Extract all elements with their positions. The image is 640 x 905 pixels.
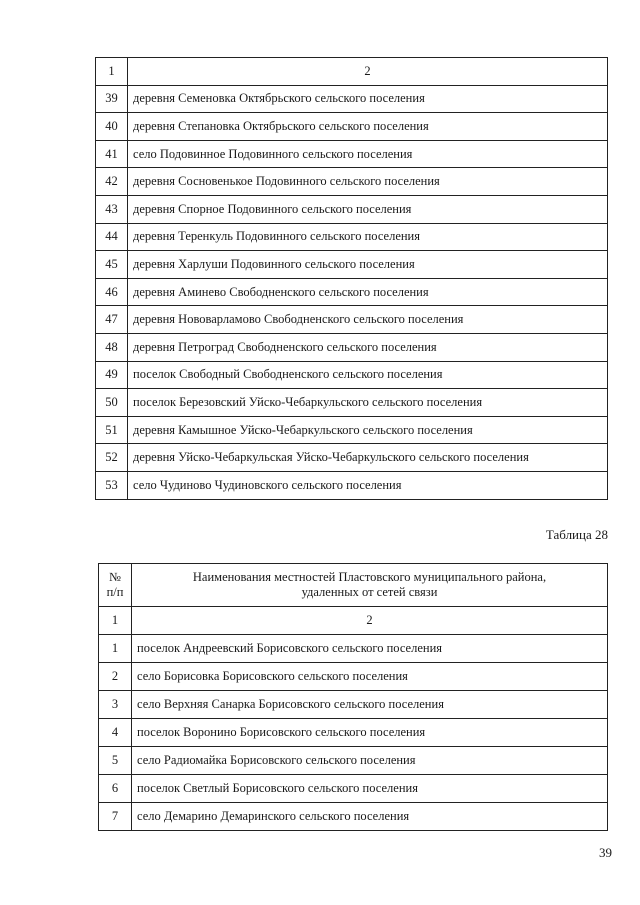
settlement-name: поселок Андреевский Борисовского сельского поселения	[132, 635, 608, 663]
column-number-header	[99, 564, 132, 607]
row-number: 44	[96, 223, 128, 251]
row-number: 51	[96, 416, 128, 444]
settlement-name: деревня Аминево Свободненского сельского поселения	[128, 278, 608, 306]
settlement-name: деревня Степановка Октябрьского сельского поселения	[128, 113, 608, 141]
row-number: 46	[96, 278, 128, 306]
settlement-name: деревня Нововарламово Свободненского сельского поселения	[128, 306, 608, 334]
settlement-name: деревня Камышное Уйско-Чебаркульского сельского поселения	[128, 416, 608, 444]
page-number: 39	[599, 845, 612, 860]
row-number: 47	[96, 306, 128, 334]
row-number: 5	[99, 747, 132, 775]
row-number: 48	[96, 333, 128, 361]
row-number: 4	[99, 719, 132, 747]
table-row	[96, 113, 608, 141]
row-number: 41	[96, 140, 128, 168]
table-row	[96, 389, 608, 417]
settlement-name: деревня Петроград Свободненского сельского поселения	[128, 333, 608, 361]
row-number: 53	[96, 471, 128, 499]
row-number: 40	[96, 113, 128, 141]
settlement-name: село Подовинное Подовинного сельского поселения	[128, 140, 608, 168]
settlement-name: село Верхняя Санарка Борисовского сельского поселения	[132, 691, 608, 719]
table-row	[96, 168, 608, 196]
settlement-name: село Радиомайка Борисовского сельского поселения	[132, 747, 608, 775]
settlement-name: деревня Уйско-Чебаркульская Уйско-Чебаркульского сельского поселения	[128, 444, 608, 472]
settlement-name: поселок Свободный Свободненского сельского поселения	[128, 361, 608, 389]
table-row	[96, 361, 608, 389]
table-row	[96, 85, 608, 113]
plastovsky-settlements-table	[98, 563, 608, 831]
settlement-name: деревня Сосновенькое Подовинного сельского поселения	[128, 168, 608, 196]
row-number: 3	[99, 691, 132, 719]
row-number: 39	[96, 85, 128, 113]
row-number: 52	[96, 444, 128, 472]
header-number-sign: №	[109, 570, 121, 584]
table-row	[96, 251, 608, 279]
row-number: 43	[96, 195, 128, 223]
row-number: 50	[96, 389, 128, 417]
table-row	[99, 663, 608, 691]
table-row	[99, 635, 608, 663]
settlement-name: село Чудиново Чудиновского сельского поселения	[128, 471, 608, 499]
table-header-row	[99, 564, 608, 607]
settlement-name: поселок Березовский Уйско-Чебаркульского сельского поселения	[128, 389, 608, 417]
column-name-header: 2	[128, 58, 608, 86]
header-number-abbr: п/п	[106, 585, 124, 599]
table-row	[99, 719, 608, 747]
table-index-row	[99, 607, 608, 635]
table-row	[96, 278, 608, 306]
table-row	[96, 223, 608, 251]
table-row	[96, 444, 608, 472]
settlement-name: поселок Светлый Борисовского сельского поселения	[132, 775, 608, 803]
table-row	[99, 691, 608, 719]
index-cell-1: 1	[99, 607, 132, 635]
settlement-name: деревня Теренкуль Подовинного сельского поселения	[128, 223, 608, 251]
table-row	[96, 140, 608, 168]
row-number: 1	[99, 635, 132, 663]
table-row	[96, 333, 608, 361]
settlement-name: поселок Воронино Борисовского сельского поселения	[132, 719, 608, 747]
index-cell-2: 2	[132, 607, 608, 635]
table-row	[96, 306, 608, 334]
table-row	[99, 747, 608, 775]
row-number: 49	[96, 361, 128, 389]
settlement-name: деревня Спорное Подовинного сельского поселения	[128, 195, 608, 223]
table-row	[96, 195, 608, 223]
table-bottom-body	[99, 564, 608, 831]
row-number: 2	[99, 663, 132, 691]
table-header-row	[96, 58, 608, 86]
table-row	[96, 416, 608, 444]
table-row	[99, 775, 608, 803]
table-caption: Таблица 28	[545, 527, 608, 542]
column-number-header: 1	[96, 58, 128, 86]
table-row	[96, 471, 608, 499]
settlement-name: деревня Харлуши Подовинного сельского поселения	[128, 251, 608, 279]
settlement-name: деревня Семеновка Октябрьского сельского поселения	[128, 85, 608, 113]
column-name-header	[132, 564, 608, 607]
header-title-line1: Наименования местностей Пластовского муниципального района,	[192, 570, 547, 584]
settlement-name: село Демарино Демаринского сельского поселения	[132, 803, 608, 831]
row-number: 45	[96, 251, 128, 279]
row-number: 42	[96, 168, 128, 196]
row-number: 6	[99, 775, 132, 803]
row-number: 7	[99, 803, 132, 831]
settlement-name: село Борисовка Борисовского сельского поселения	[132, 663, 608, 691]
table-row	[99, 803, 608, 831]
settlements-table-continued	[95, 57, 608, 500]
table-top-body	[96, 58, 608, 500]
header-title-line2: удаленных от сетей связи	[301, 585, 438, 599]
